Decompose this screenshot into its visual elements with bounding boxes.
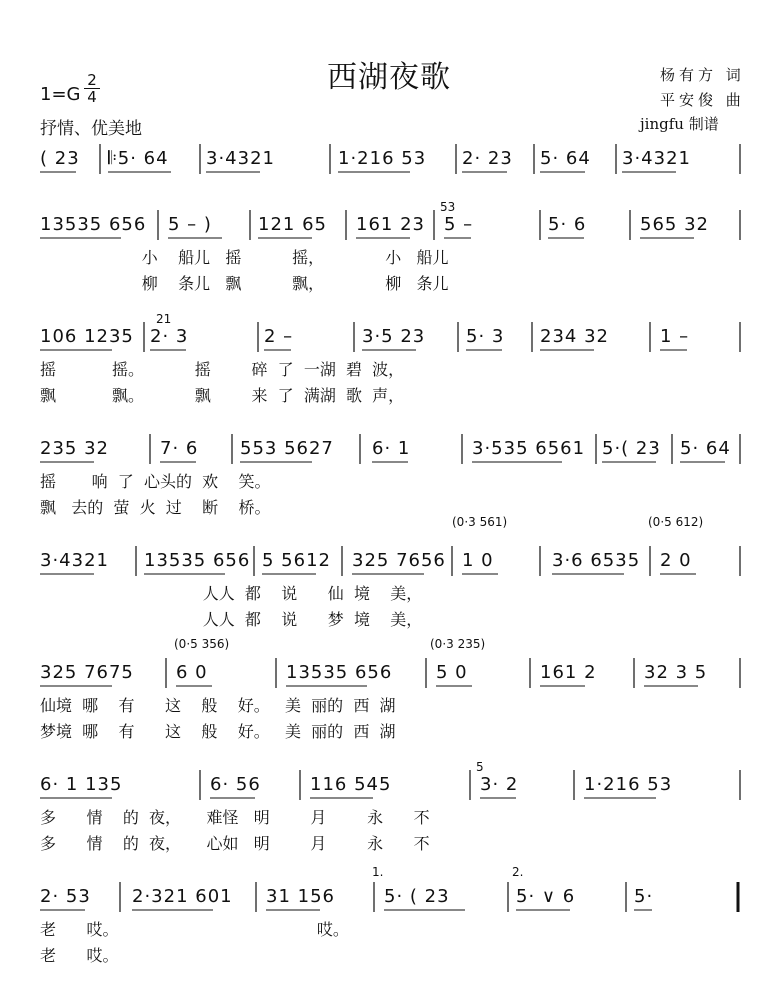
measure-notes: 3· 2 [480,774,519,795]
key-signature: 1=G [40,84,81,105]
staff-row [0,878,778,965]
measure-notes: 3·4321 [622,148,691,169]
lyric-line: 飘 飘。 飘 来 了 满湖 歌 声， [40,386,405,405]
measure-notes: 565 32 [640,214,709,235]
measure-notes: 5· 3 [466,326,505,347]
score-annotation: 2. [512,865,524,879]
measure-notes: 3·4321 [206,148,275,169]
measure-notes: 3·4321 [40,550,109,571]
measure-notes: 5· 64 [540,148,591,169]
measure-notes: 161 2 [540,662,597,683]
measure-notes: ( 23 [40,148,80,169]
lyric-line: 多 情 的 夜， 心如 明 月 永 不 [40,834,430,853]
measure-notes: 5· ( 23 [384,886,450,907]
measure-notes: 2·321 601 [132,886,233,907]
measure-notes: 5·( 23 [602,438,661,459]
expression-mark: 抒情、优美地 [40,119,142,139]
measure-notes: 6· 1 [372,438,411,459]
score-annotation: 21 [156,312,172,326]
lyric-line: 人人 都 说 仙 境 美， [40,584,423,603]
score-annotation: 1. [372,865,384,879]
measure-notes: 2· 23 [462,148,513,169]
staff-row [0,206,778,293]
measure-notes: 6· 56 [210,774,261,795]
measure-notes: 5 5612 [262,550,331,571]
staff-row [0,542,778,629]
measure-notes: 7· 6 [160,438,199,459]
song-title: 西湖夜歌 [327,60,451,95]
staff-row [0,766,778,853]
measure-notes: 13535 656 [286,662,393,683]
lyric-line: 摇 响 了 心头的 欢 笑。 [40,472,271,491]
measure-notes: 13535 656 [144,550,251,571]
measure-notes: 3·5 23 [362,326,426,347]
measure-notes: 121 65 [258,214,327,235]
score-annotation: (0·5 612) [648,515,704,529]
lyric-line: 梦境 哪 有 这 般 好。 美 丽的 西 湖 [40,722,396,741]
measure-notes: 2 0 [660,550,692,571]
measure-notes: 1 – [660,326,690,347]
measure-notes: 32 3 5 [644,662,708,683]
measure-notes: 5 – ) [168,214,212,235]
measure-notes: 235 32 [40,438,109,459]
staff-row [0,318,778,405]
composer-credit: 平安俊 曲 [660,91,745,109]
measure-notes: 𝄆5· 64 [108,148,169,169]
lyric-line: 老 哎。 [40,946,119,965]
measure-notes: 106 1235 [40,326,134,347]
lyric-line: 摇 摇。 摇 碎 了 一湖 碧 波， [40,360,405,379]
score-annotation: 5 [476,760,484,774]
measure-notes: 553 5627 [240,438,334,459]
measure-notes: 5· 6 [548,214,587,235]
staff-row [0,654,778,741]
measure-notes: 1·216 53 [338,148,427,169]
measure-notes: 5 – [444,214,474,235]
measure-notes: 6· 1 135 [40,774,123,795]
measure-notes: 13535 656 [40,214,147,235]
score-annotation: (0·3 235) [430,637,486,651]
staff-row [0,140,778,186]
measure-notes: 1 0 [462,550,494,571]
measure-notes: 1·216 53 [584,774,673,795]
measure-notes: 325 7675 [40,662,134,683]
time-signature [84,72,100,105]
measure-notes: 325 7656 [352,550,446,571]
lyric-line: 小 船儿 摇 摇， 小 船儿 [40,248,449,267]
measure-notes: 5 0 [436,662,468,683]
measure-notes: 2 – [264,326,294,347]
measure-notes: 3·6 6535 [552,550,641,571]
measure-notes: 31 156 [266,886,335,907]
measure-notes: 2· 53 [40,886,91,907]
lyric-line: 飘 去的 萤 火 过 断 桥。 [40,498,271,517]
meter-top: 2 [84,72,100,89]
measure-notes: 6 0 [176,662,208,683]
lyric-line: 人人 都 说 梦 境 美， [40,610,423,629]
measure-notes: 5· ∨ 6 [516,886,576,907]
lyric-line: 仙境 哪 有 这 般 好。 美 丽的 西 湖 [40,696,396,715]
measure-notes: 5· [634,886,654,907]
measure-notes: 2· 3 [150,326,189,347]
engraver-credit: jingfu 制谱 [640,115,719,133]
staff-row [0,430,778,517]
measure-notes: 116 545 [310,774,392,795]
meter-bottom: 4 [87,88,97,106]
measure-notes: 161 23 [356,214,425,235]
score-annotation: (0·5 356) [174,637,230,651]
measure-notes: 5· 64 [680,438,731,459]
score-annotation: 53 [440,200,456,214]
score-annotation: (0·3 561) [452,515,508,529]
measure-notes: 3·535 6561 [472,438,586,459]
lyricist-credit: 杨有方 词 [660,66,745,84]
lyric-line: 老 哎。 哎。 [40,920,349,939]
measure-notes: 234 32 [540,326,609,347]
lyric-line: 柳 条儿 飘 飘， 柳 条儿 [40,274,449,293]
lyric-line: 多 情 的 夜， 难怪 明 月 永 不 [40,808,430,827]
